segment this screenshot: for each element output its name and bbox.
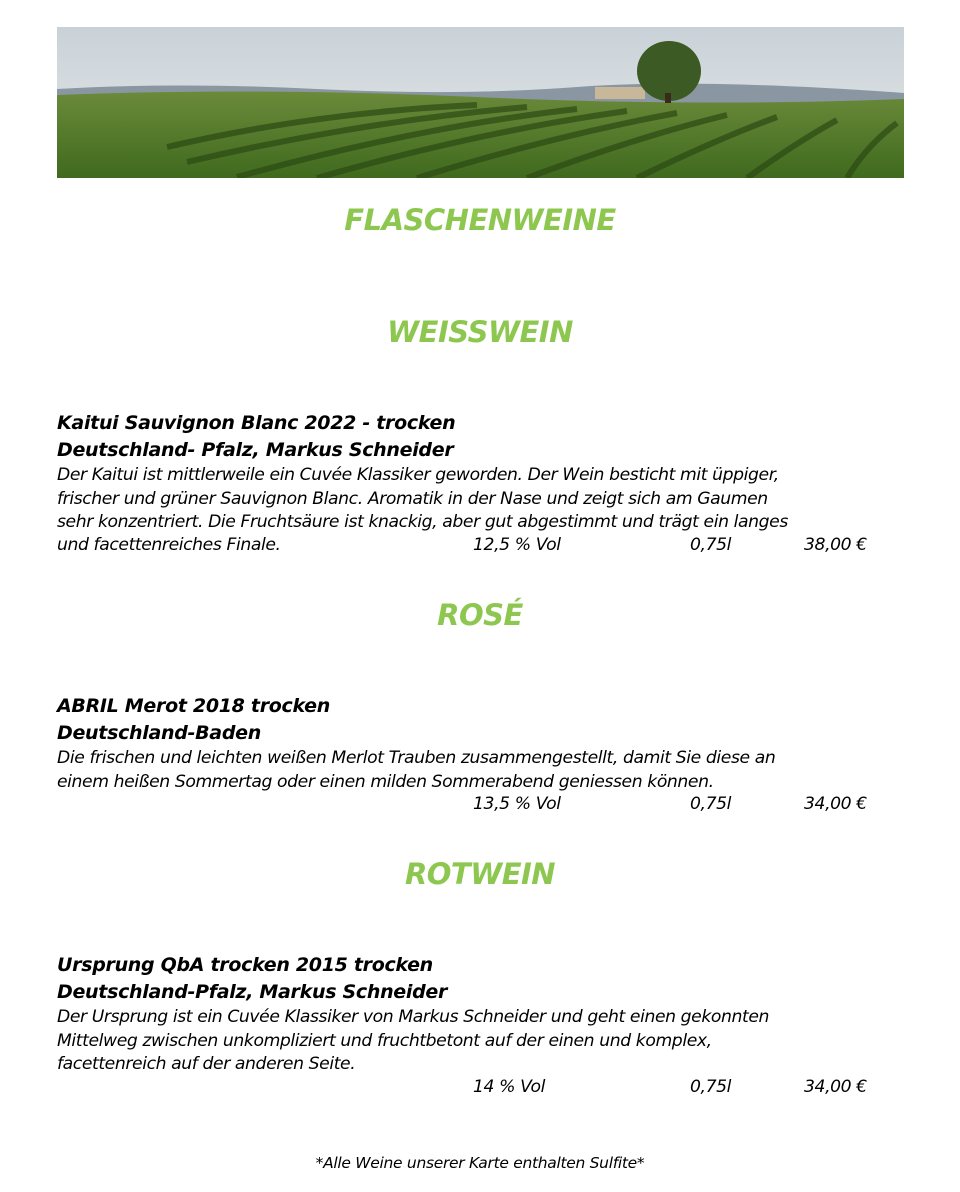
wine-description-line: und facettenreiches Finale.	[57, 534, 281, 555]
wine-name: ABRIL Merot 2018 trocken	[57, 695, 330, 717]
wine-origin: Deutschland-Pfalz, Markus Schneider	[57, 981, 448, 1003]
section-heading-rotwein: ROTWEIN	[404, 857, 556, 891]
wine-origin: Deutschland-Baden	[57, 722, 261, 744]
wine-price: 34,00 €	[804, 1076, 867, 1097]
page-title: FLASCHENWEINE	[344, 203, 616, 237]
wine-name: Kaitui Sauvignon Blanc 2022 - trocken	[57, 412, 456, 434]
section-heading-rose: ROSÉ	[437, 598, 523, 632]
wine-description-line: Mittelweg zwischen unkompliziert und fruchtbetont auf der einen und komplex,	[57, 1030, 712, 1051]
wine-description-line: sehr konzentriert. Die Fruchtsäure ist knackig, aber gut abgestimmt und trägt ein langes	[57, 512, 788, 532]
wine-price: 38,00 €	[804, 534, 867, 555]
wine-name: Ursprung QbA trocken 2015 trocken	[57, 954, 433, 976]
wine-description-line: Die frischen und leichten weißen Merlot Trauben zusammengestellt, damit Sie diese an	[57, 748, 776, 768]
wine-alcohol: 14 % Vol	[473, 1076, 545, 1097]
wine-description	[57, 464, 887, 535]
wine-description	[57, 1006, 887, 1077]
wine-description-line: facettenreich auf der anderen Seite.	[57, 1054, 356, 1074]
wine-volume: 0,75l	[690, 794, 732, 814]
wine-origin: Deutschland- Pfalz, Markus Schneider	[57, 439, 454, 461]
section-heading-weisswein: WEISSWEIN	[387, 315, 573, 349]
wine-price: 34,00 €	[804, 794, 867, 814]
wine-alcohol: 12,5 % Vol	[473, 534, 561, 555]
wine-description-line: Der Kaitui ist mittlerweile ein Cuvée Klassiker geworden. Der Wein besticht mit üppiger,	[57, 465, 779, 485]
wine-description-line: frischer und grüner Sauvignon Blanc. Aromatik in der Nase und zeigt sich am Gaumen	[57, 488, 768, 509]
wine-volume: 0,75l	[690, 534, 732, 555]
vineyard-banner-image	[57, 27, 904, 178]
wine-entry	[57, 693, 887, 818]
wine-entry	[57, 410, 887, 558]
wine-alcohol: 13,5 % Vol	[473, 794, 561, 814]
wine-volume: 0,75l	[690, 1076, 732, 1097]
wine-description	[57, 747, 887, 794]
wine-specs-row	[57, 1077, 887, 1101]
wine-description-line: einem heißen Sommertag oder einen milden Sommerabend geniessen können.	[57, 771, 714, 792]
wine-entry	[57, 952, 887, 1100]
wine-specs-row	[57, 794, 887, 818]
sulfite-footnote: *Alle Weine unserer Karte enthalten Sulfite*	[315, 1154, 645, 1172]
wine-description-line: Der Ursprung ist ein Cuvée Klassiker von Markus Schneider und geht einen gekonnten	[57, 1007, 770, 1027]
wine-specs-row	[57, 535, 887, 559]
